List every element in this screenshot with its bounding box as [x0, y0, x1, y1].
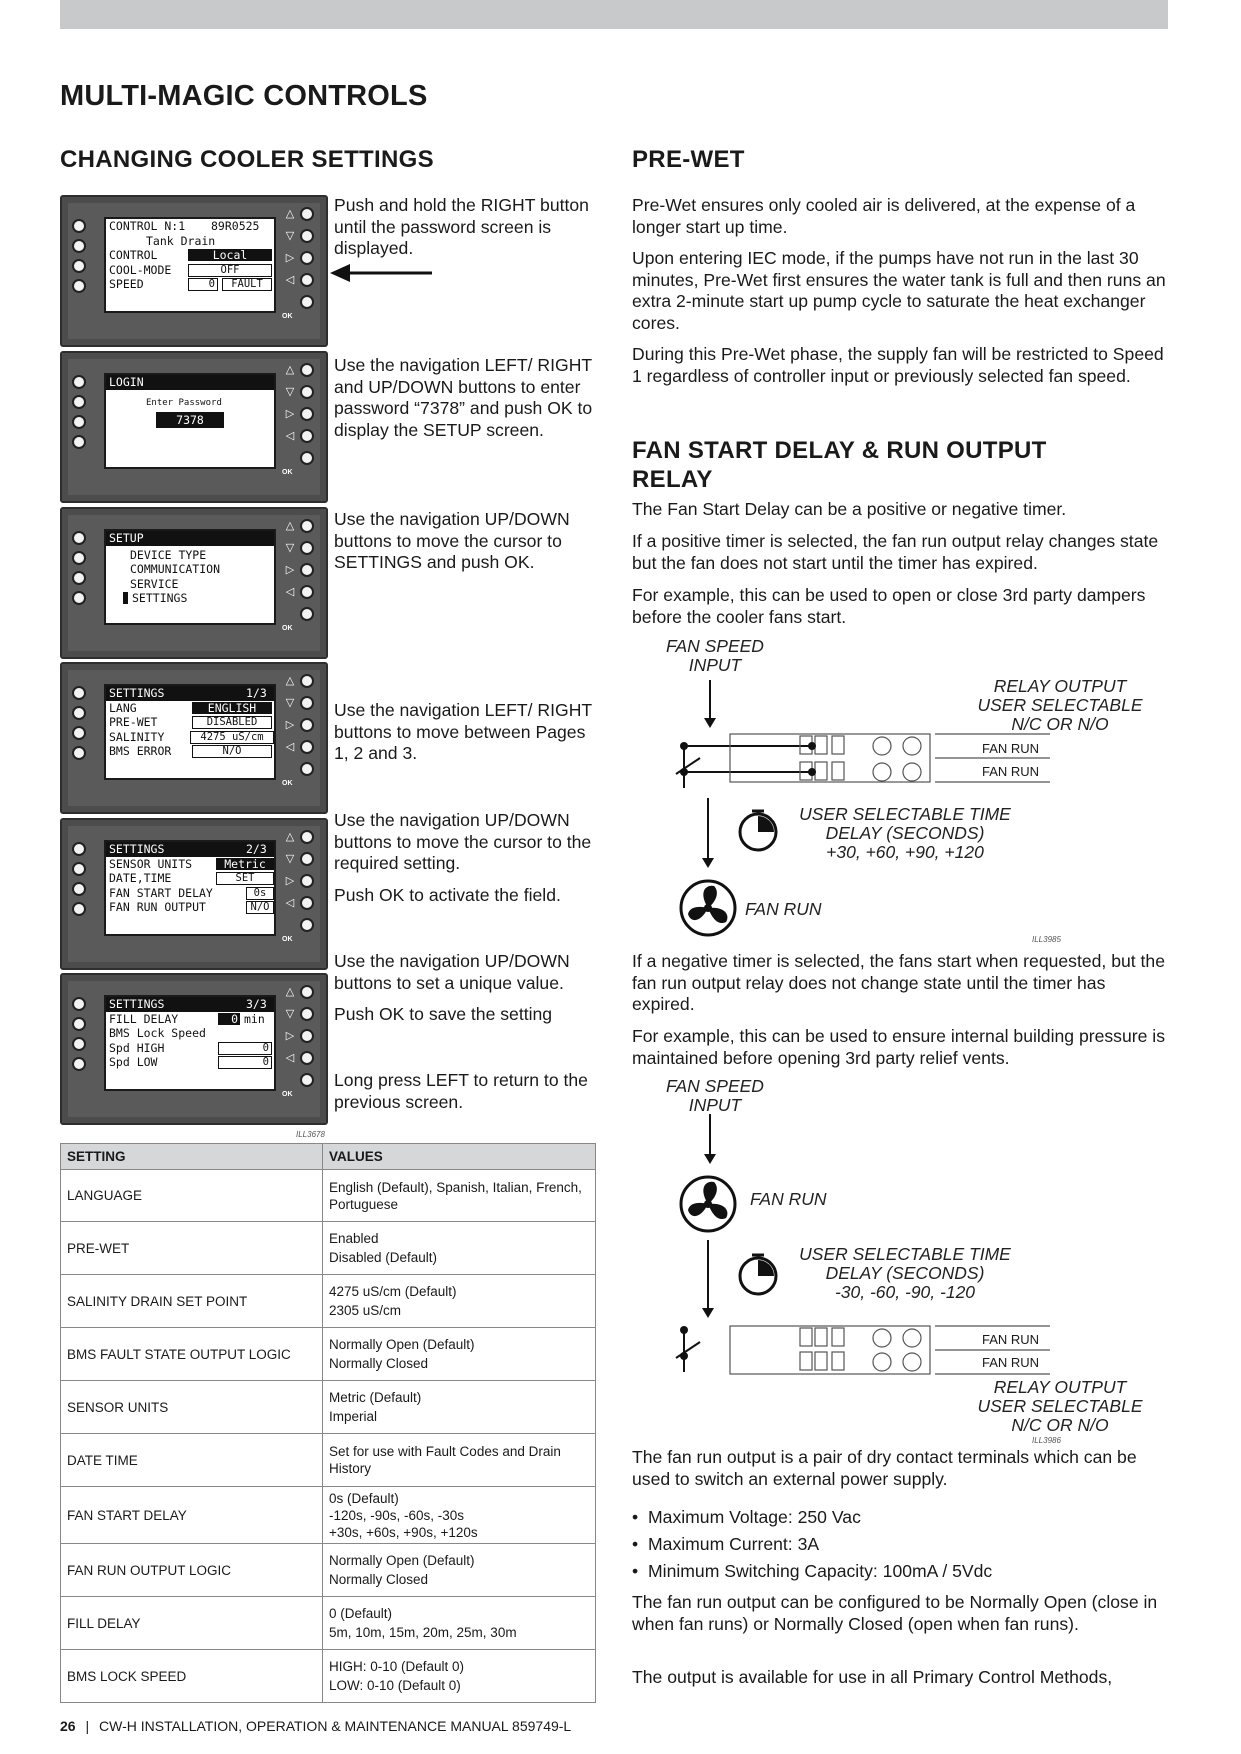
table-row — [61, 1544, 596, 1597]
lcd-screen — [104, 373, 276, 469]
diagram2-time-label: USER SELECTABLE TIME DELAY (SECONDS) — [799, 1244, 1011, 1283]
fan-paragraph-3: For example, this can be used to open or close 3rd party dampers before the cooler fans start. — [632, 585, 1146, 627]
screen-value: 0 — [218, 1042, 272, 1055]
section-heading-fan-start-delay: FAN START DELAY & RUN OUTPUT RELAY — [632, 437, 1047, 493]
panel-tick — [302, 197, 308, 203]
screen-value: OFF — [188, 264, 272, 277]
values-cell — [323, 1222, 596, 1275]
screen-value: FAULT — [222, 278, 272, 291]
left-button — [72, 375, 86, 389]
screen-text: CONTROL N:1 — [109, 219, 186, 233]
fan-icon — [681, 881, 735, 935]
table-row — [61, 1328, 596, 1381]
arrow-icon: ▽ — [285, 697, 295, 709]
left-button — [72, 279, 86, 293]
right-button — [300, 696, 314, 710]
step-4-text: Use the navigation LEFT/ RIGHT buttons to move between Pages 1, 2 and 3. — [334, 700, 592, 763]
screen-text: SALINITY — [109, 729, 165, 744]
step-6-text-2: Push OK to save the setting — [334, 1004, 553, 1024]
negative-paragraph-1: If a negative timer is selected, the fans start when requested, but the fan run output relay does not change state until the timer has expired. — [632, 951, 1166, 1014]
lcd-screen — [104, 529, 276, 625]
screen-text: COMMUNICATION — [130, 562, 221, 576]
fan-paragraph-2: If a positive timer is selected, the fan run output relay changes state but the fan does not start until the timer has expired. — [632, 531, 1159, 573]
left-button — [72, 531, 86, 545]
table-row — [61, 1650, 596, 1703]
output-specs-list — [632, 1504, 992, 1585]
panel-tick — [142, 353, 148, 359]
right-button — [300, 1073, 314, 1087]
arrow-icon: ▷ — [285, 1030, 295, 1042]
fan-icon-2 — [681, 1177, 735, 1231]
screen-text: BMS ERROR — [109, 744, 172, 758]
table-row — [61, 1381, 596, 1434]
right-button — [300, 674, 314, 688]
left-button — [72, 862, 86, 876]
arrow-icon: ◁ — [285, 430, 295, 442]
ok-label: OK — [282, 625, 293, 632]
section-heading-prewet: PRE-WET — [632, 146, 745, 173]
setting-cell: BMS FAULT STATE OUTPUT LOGIC — [61, 1328, 323, 1381]
screen-value: 4275 uS/cm — [190, 731, 274, 744]
screen-text: 3/3 — [246, 997, 267, 1011]
panel-tick — [302, 353, 308, 359]
arrow-icon: ▷ — [285, 719, 295, 731]
diagram2-fan-label: FAN RUN — [750, 1189, 827, 1209]
page-number: 26 — [60, 1718, 76, 1734]
right-button — [300, 607, 314, 621]
right-button — [300, 852, 314, 866]
footer-separator: | — [85, 1718, 90, 1734]
table-row — [61, 1170, 596, 1222]
screen-text: LOGIN — [106, 375, 274, 390]
prewet-paragraph-3: During this Pre-Wet phase, the supply fan will be restricted to Speed 1 regardless of controller input or previously selected fan speed. — [632, 344, 1164, 386]
step-1-text: Push and hold the RIGHT button until the password screen is displayed. — [334, 195, 589, 258]
screen-text: LANG — [109, 700, 137, 715]
screen-text: FILL DELAY — [109, 1011, 179, 1026]
screen-value: 0 — [188, 278, 218, 291]
arrow-icon: ▽ — [285, 542, 295, 554]
left-arrow-icon — [330, 262, 434, 284]
right-button — [300, 451, 314, 465]
negative-paragraph-2: For example, this can be used to ensure internal building pressure is maintained before opening 3rd party relief vents. — [632, 1026, 1165, 1068]
arrow-icon: △ — [285, 675, 295, 687]
screen-text: SETTINGS — [132, 591, 188, 605]
prewet-paragraph-2: Upon entering IEC mode, if the pumps have not run in the last 30 minutes, Pre-Wet first ensures the water tank is full and then runs an extra 2-minute start up pump cycle to saturate the heat exchanger cores. — [632, 248, 1166, 333]
lcd-screen — [104, 995, 276, 1091]
header-bar — [60, 0, 1168, 29]
panel-tick — [182, 353, 188, 359]
panel-tick — [102, 820, 108, 826]
right-button — [300, 718, 314, 732]
controller-panel-2 — [60, 351, 328, 503]
right-button — [300, 429, 314, 443]
screen-value: N/O — [192, 745, 272, 758]
right-button — [300, 1029, 314, 1043]
screen-text: SETTINGS — [109, 686, 165, 700]
panel-tick — [142, 197, 148, 203]
left-button — [72, 259, 86, 273]
right-button — [300, 762, 314, 776]
setting-cell: FAN RUN OUTPUT LOGIC — [61, 1544, 323, 1597]
value-line: HIGH: 0-10 (Default 0) — [329, 1659, 465, 1674]
table-row — [61, 1275, 596, 1328]
screen-value: Metric — [216, 858, 274, 870]
screen-value: ENGLISH — [192, 702, 272, 714]
table-row — [61, 1597, 596, 1650]
screen-text: DATE,TIME — [109, 871, 172, 885]
controller-panel-4 — [60, 662, 328, 814]
diagram2-terminal-label-2: FAN RUN — [982, 1355, 1040, 1370]
diagram1-time-label: USER SELECTABLE TIME DELAY (SECONDS) — [799, 804, 1011, 843]
value-line: Normally Open (Default) — [329, 1553, 475, 1568]
step-2-text: Use the navigation LEFT/ RIGHT and UP/DOWN buttons to enter password “7378” and push OK to display the SETUP screen. — [334, 355, 593, 440]
value-line: 0s (Default) -120s, -90s, -60s, -30s +30s, +60s, +90s, +120s — [329, 1490, 478, 1540]
arrow-icon: ◁ — [285, 1052, 295, 1064]
screen-text: DEVICE TYPE — [130, 547, 207, 562]
value-line: Imperial — [329, 1409, 378, 1424]
screen-text: SPEED — [109, 277, 144, 291]
panel-tick — [182, 664, 188, 670]
table-header-values: VALUES — [323, 1144, 596, 1170]
left-button — [72, 591, 86, 605]
arrow-icon: ▷ — [285, 252, 295, 264]
left-button — [72, 219, 86, 233]
list-item: • Minimum Switching Capacity: 100mA / 5Vdc — [632, 1558, 992, 1585]
left-button — [72, 551, 86, 565]
controller-panel-1 — [60, 195, 328, 347]
list-item: • Maximum Voltage: 250 Vac — [632, 1504, 992, 1531]
panel-tick — [222, 975, 228, 981]
panel-tick — [222, 509, 228, 515]
panel-tick — [302, 975, 308, 981]
figure-id-lcd: ILL3678 — [296, 1130, 325, 1139]
screen-text: PRE-WET — [109, 715, 158, 729]
left-button — [72, 1037, 86, 1051]
page-title: MULTI-MAGIC CONTROLS — [60, 80, 428, 112]
step-3-text: Use the navigation UP/DOWN buttons to move the cursor to SETTINGS and push OK. — [334, 509, 570, 572]
arrow-icon: △ — [285, 831, 295, 843]
controller-panel-6 — [60, 973, 328, 1125]
screen-text: SETTINGS — [109, 842, 165, 856]
arrow-icon: ▷ — [285, 408, 295, 420]
screen-text: SENSOR UNITS — [109, 856, 193, 871]
right-button — [300, 295, 314, 309]
lcd-screen — [104, 840, 276, 936]
arrow-icon: △ — [285, 208, 295, 220]
value-line: LOW: 0-10 (Default 0) — [329, 1678, 461, 1693]
arrow-icon: △ — [285, 364, 295, 376]
relay-switch-icon-2 — [676, 1326, 700, 1372]
value-line: Normally Open (Default) — [329, 1337, 475, 1352]
screen-value: SET — [216, 872, 274, 885]
panel-tick — [222, 197, 228, 203]
screen-text: Spd LOW — [109, 1055, 158, 1069]
diagram2-input-label: FAN SPEED INPUT — [666, 1076, 764, 1115]
screen-value: 0s — [246, 887, 274, 900]
arrow-icon: ▽ — [285, 1008, 295, 1020]
lcd-screen — [104, 217, 276, 313]
arrow-icon: ◁ — [285, 897, 295, 909]
panel-tick — [262, 664, 268, 670]
screen-value: N/O — [246, 901, 274, 914]
ok-label: OK — [282, 1091, 293, 1098]
panel-tick — [222, 820, 228, 826]
setting-cell: LANGUAGE — [61, 1170, 323, 1222]
values-cell — [323, 1597, 596, 1650]
screen-text: CONTROL — [109, 248, 158, 262]
panel-tick — [142, 820, 148, 826]
setting-cell: DATE TIME — [61, 1434, 323, 1487]
step-6-text: Use the navigation UP/DOWN buttons to set a unique value. — [334, 951, 570, 993]
right-button — [300, 519, 314, 533]
screen-value: DISABLED — [192, 716, 272, 729]
right-button — [300, 385, 314, 399]
arrow-icon: ▽ — [285, 230, 295, 242]
screen-text: FAN RUN OUTPUT — [109, 900, 206, 914]
values-cell — [323, 1544, 596, 1597]
table-row — [61, 1434, 596, 1487]
fan-paragraph-1: The Fan Start Delay can be a positive or negative timer. — [632, 499, 1067, 519]
panel-tick — [142, 975, 148, 981]
lcd-screen — [104, 684, 276, 780]
screen-value: 0 — [218, 1056, 272, 1069]
diagram1-input-label: FAN SPEED INPUT — [666, 636, 764, 675]
arrow-icon: ▷ — [285, 564, 295, 576]
values-cell — [323, 1487, 596, 1544]
timer-icon-2 — [740, 1255, 776, 1294]
setting-cell: SALINITY DRAIN SET POINT — [61, 1275, 323, 1328]
diagram2-relay-label: RELAY OUTPUT USER SELECTABLE N/C OR N/O — [977, 1377, 1143, 1435]
right-button — [300, 251, 314, 265]
screen-text: min — [244, 1011, 265, 1026]
value-line: Disabled (Default) — [329, 1250, 438, 1265]
right-button — [300, 985, 314, 999]
value-line: Metric (Default) — [329, 1390, 422, 1405]
list-item: • Maximum Current: 3A — [632, 1531, 992, 1558]
panel-tick — [182, 820, 188, 826]
value-line: 0 (Default) — [329, 1606, 393, 1621]
ok-label: OK — [282, 469, 293, 476]
arrow-icon: △ — [285, 520, 295, 532]
value-line: 4275 uS/cm (Default) — [329, 1284, 457, 1299]
controller-panel-5 — [60, 818, 328, 970]
value-line: Normally Closed — [329, 1356, 429, 1371]
diagram1-id: ILL3985 — [1032, 935, 1061, 944]
left-button — [72, 239, 86, 253]
arrow-icon: ◁ — [285, 586, 295, 598]
screen-text: 2/3 — [246, 842, 267, 856]
setting-cell: SENSOR UNITS — [61, 1381, 323, 1434]
table-header-setting: SETTING — [61, 1144, 323, 1170]
left-button — [72, 706, 86, 720]
right-button — [300, 918, 314, 932]
password-value: 7378 — [156, 412, 224, 428]
left-button — [72, 571, 86, 585]
right-button — [300, 585, 314, 599]
value-line: 5m, 10m, 15m, 20m, 25m, 30m — [329, 1625, 517, 1640]
diagram1-time-values: +30, +60, +90, +120 — [826, 842, 984, 862]
ok-label: OK — [282, 936, 293, 943]
screen-value: 0 — [218, 1013, 240, 1025]
screen-text: Spd HIGH — [109, 1040, 165, 1055]
values-cell — [323, 1170, 596, 1222]
value-line: English (Default), Spanish, Italian, French, Portuguese — [329, 1179, 582, 1212]
screen-value: Local — [188, 249, 272, 261]
value-line: Normally Closed — [329, 1572, 429, 1587]
panel-tick — [302, 664, 308, 670]
ok-label: OK — [282, 313, 293, 320]
left-button — [72, 882, 86, 896]
right-button — [300, 363, 314, 377]
output-paragraph-1: The fan run output is a pair of dry contact terminals which can be used to switch an external power supply. — [632, 1447, 1137, 1489]
screen-text: FAN START DELAY — [109, 885, 213, 900]
panel-tick — [302, 820, 308, 826]
left-button — [72, 997, 86, 1011]
right-button — [300, 273, 314, 287]
left-button — [72, 395, 86, 409]
panel-tick — [182, 975, 188, 981]
diagram2-id: ILL3986 — [1032, 1436, 1061, 1445]
timer-icon — [740, 811, 776, 850]
screen-text: SERVICE — [130, 576, 179, 591]
diagram2-terminal-label-1: FAN RUN — [982, 1332, 1040, 1347]
left-button — [72, 746, 86, 760]
panel-tick — [262, 975, 268, 981]
panel-tick — [262, 197, 268, 203]
panel-tick — [222, 353, 228, 359]
prewet-paragraph-1: Pre-Wet ensures only cooled air is delivered, at the expense of a longer start up time. — [632, 195, 1136, 237]
value-line: Set for use with Fault Codes and Drain History — [329, 1444, 561, 1476]
screen-text: Enter Password — [146, 397, 222, 408]
panel-tick — [182, 197, 188, 203]
table-row — [61, 1487, 596, 1544]
left-button — [72, 435, 86, 449]
arrow-icon: ▷ — [285, 875, 295, 887]
right-button — [300, 207, 314, 221]
relay-switch-icon — [676, 742, 812, 788]
values-cell — [323, 1650, 596, 1703]
diagram1-terminal-label-1: FAN RUN — [982, 741, 1040, 756]
diagram1-relay-label: RELAY OUTPUT USER SELECTABLE N/C OR N/O — [977, 676, 1143, 734]
right-button — [300, 896, 314, 910]
left-button — [72, 726, 86, 740]
panel-tick — [262, 509, 268, 515]
value-line: 2305 uS/cm — [329, 1303, 402, 1318]
arrow-icon: △ — [285, 986, 295, 998]
output-paragraph-3: The output is available for use in all Primary Control Methods, — [632, 1667, 1113, 1687]
right-button — [300, 874, 314, 888]
values-cell — [323, 1434, 596, 1487]
values-cell — [323, 1275, 596, 1328]
screen-text: SETUP — [106, 531, 274, 546]
panel-tick — [262, 820, 268, 826]
right-button — [300, 830, 314, 844]
values-cell — [323, 1328, 596, 1381]
panel-tick — [142, 664, 148, 670]
table-row — [61, 1222, 596, 1275]
footer-text: CW-H INSTALLATION, OPERATION & MAINTENANCE MANUAL 859749-L — [99, 1718, 572, 1734]
panel-tick — [262, 353, 268, 359]
diagram2-time-values: -30, -60, -90, -120 — [834, 1282, 976, 1302]
right-button — [300, 1007, 314, 1021]
arrow-icon: ◁ — [285, 274, 295, 286]
screen-text: Tank Drain — [146, 233, 216, 248]
step-5-text: Use the navigation UP/DOWN buttons to move the cursor to the required setting. — [334, 810, 592, 873]
screen-row — [106, 219, 274, 234]
setting-cell: BMS LOCK SPEED — [61, 1650, 323, 1703]
panel-tick — [102, 975, 108, 981]
output-paragraph-2: The fan run output can be configured to be Normally Open (close in when fan runs) or Normally Closed (open when fan runs). — [632, 1592, 1158, 1634]
right-button — [300, 563, 314, 577]
setting-cell: PRE-WET — [61, 1222, 323, 1275]
section-heading-changing-settings: CHANGING COOLER SETTINGS — [60, 146, 434, 173]
screen-text: COOL-MODE — [109, 262, 172, 277]
left-button — [72, 1017, 86, 1031]
left-button — [72, 1057, 86, 1071]
right-button — [300, 740, 314, 754]
panel-tick — [302, 509, 308, 515]
values-cell — [323, 1381, 596, 1434]
right-button — [300, 1051, 314, 1065]
screen-text: 89R0525 — [211, 219, 260, 233]
right-button — [300, 407, 314, 421]
screen-text: 1/3 — [246, 686, 267, 700]
right-button — [300, 229, 314, 243]
value-line: Enabled — [329, 1231, 379, 1246]
left-button — [72, 902, 86, 916]
panel-tick — [102, 197, 108, 203]
arrow-icon: ▽ — [285, 853, 295, 865]
arrow-icon: ◁ — [285, 741, 295, 753]
setting-cell: FILL DELAY — [61, 1597, 323, 1650]
panel-tick — [102, 353, 108, 359]
left-button — [72, 415, 86, 429]
page-footer — [60, 1718, 571, 1734]
screen-text: BMS Lock Speed — [109, 1026, 206, 1040]
ok-label: OK — [282, 780, 293, 787]
panel-tick — [102, 664, 108, 670]
left-button — [72, 686, 86, 700]
left-button — [72, 842, 86, 856]
panel-tick — [142, 509, 148, 515]
screen-text: SETTINGS — [109, 997, 165, 1011]
setting-cell: FAN START DELAY — [61, 1487, 323, 1544]
controller-panel-3 — [60, 507, 328, 659]
step-6-text-3: Long press LEFT to return to the previous screen. — [334, 1070, 588, 1112]
panel-tick — [102, 509, 108, 515]
step-5-text-2: Push OK to activate the field. — [334, 885, 561, 905]
panel-tick — [182, 509, 188, 515]
settings-table — [60, 1143, 596, 1703]
diagram1-terminal-label-2: FAN RUN — [982, 764, 1040, 779]
arrow-icon: ▽ — [285, 386, 295, 398]
panel-tick — [222, 664, 228, 670]
right-button — [300, 541, 314, 555]
diagram1-fan-label: FAN RUN — [745, 899, 822, 919]
